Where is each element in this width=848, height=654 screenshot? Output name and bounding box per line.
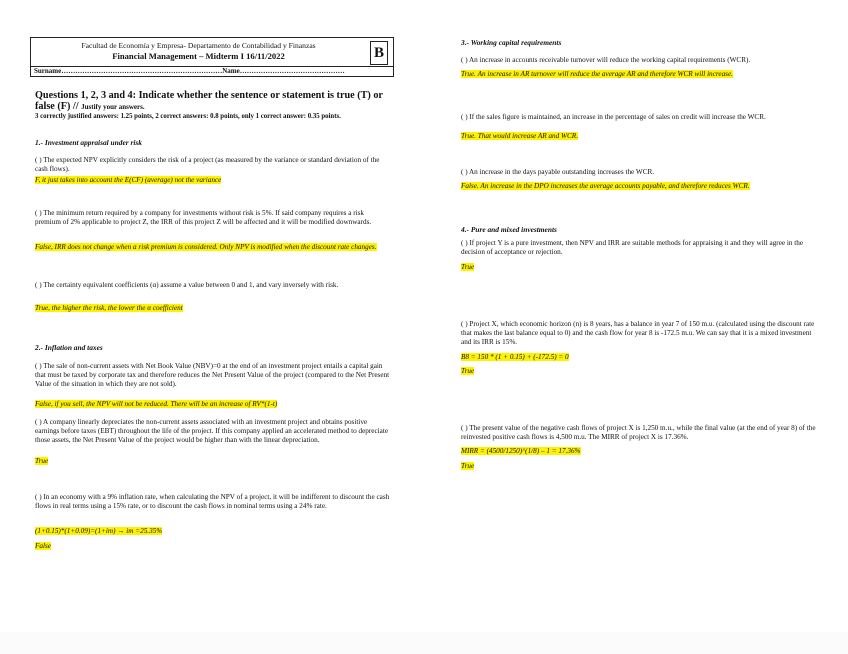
scoring-note: 3 correctly justified answers: 1.25 points, 2 correct answers: 0.8 points, only 1 correct answer: 0.35 points. [35, 113, 341, 120]
s1-question-1: ( ) The expected NPV explicitly considers the risk of a project (as measured by the variance or standard deviation of the cash flows). [35, 156, 380, 173]
surname-name-field: Surname……………………………………………………………Name……………………………………… [34, 67, 345, 75]
s4-question-2: ( ) Project X, which economic horizon (n) is 8 years, has a balance in year 7 of 150 m.u. (calculated using the discount rate that makes the last balance equal to 0) and the cash flow for year 8 is -172.5 m.u. We can say that it is a mixed investment and its IRR is 15%. [461, 320, 815, 346]
s3-answer-2: True. That would increase AR and WCR. [461, 132, 578, 140]
s3-answer-1: True. An increase in AR turnover will reduce the average AR and therefore WCR will increase. [461, 70, 733, 78]
section-2-title: 2.- Inflation and taxes [35, 343, 103, 352]
instructions-title-text: Questions 1, 2, 3 and 4: Indicate whether the sentence or statement is true (T) or false (F) // [35, 90, 383, 112]
s4-question-1: ( ) If project Y is a pure investment, then NPV and IRR are suitable methods for appraising it and they will agree in the decision of acceptance or rejection. [461, 239, 804, 256]
exam-title: Financial Management – Midterm I 16/11/2022 [112, 51, 285, 61]
s2-answer-3: False [35, 542, 51, 550]
s4-answer-3-formula: MIRR = (4500/1250)^(1/8) – 1 = 17.36% [461, 447, 581, 455]
section-4-title: 4.- Pure and mixed investments [461, 225, 557, 234]
s2-answer-3-formula: (1+0.15)*(1+0.09)=(1+im) → im =25.35% [35, 527, 163, 535]
s1-answer-2: False, IRR does not change when a risk premium is considered. Only NPV is modified when the discount rate changes. [35, 243, 377, 251]
instructions-justify: Justify your answers. [81, 103, 145, 111]
s1-answer-1: F, it just takes into account the E(CF) (average) not the variance [35, 176, 222, 184]
s1-question-3: ( ) The certainty equivalent coefficients (α) assume a value between 0 and 1, and vary inversely with risk. [35, 281, 339, 289]
section-1-title: 1.- Investment appraisal under risk [35, 138, 142, 147]
s2-answer-1: False, if you sell, the NPV will not be reduced. There will be an increase of RV*(1-t) [35, 400, 278, 408]
s4-answer-2: True [461, 367, 475, 375]
s4-question-3: ( ) The present value of the negative cash flows of project X is 1,250 m.u., while the final value (at the end of year 8) of the reinvested positive cash flows is 4,500 m.u. The MIRR of project X is 17.36%. [461, 424, 816, 441]
instructions-title [35, 90, 392, 113]
s4-answer-3: True [461, 462, 475, 470]
page-bottom-edge [0, 632, 848, 654]
exam-header-box [30, 37, 394, 77]
faculty-line: Facultad de Economía y Empresa- Departamento de Contabilidad y Finanzas [81, 41, 316, 50]
s2-question-2: ( ) A company linearly depreciates the non-current assets associated with an investment project and obtains positive earnings before taxes (EBT) throughout the life of the project. If this company applied an accelerated method to depreciate those assets, the Net Present Value of the project would be higher than with the linear depreciation. [35, 418, 389, 444]
s2-question-1: ( ) The sale of non-current assets with Net Book Value (NBV)=0 at the end of an investment project entails a capital gain that must be taxed by corporate tax and therefore reduces the Net Present Value of the project (compared to the Net Present Value of the situation in which they are not sold). [35, 362, 390, 388]
s3-question-1: ( ) An increase in accounts receivable turnover will reduce the working capital requirements (WCR). [461, 56, 751, 64]
s2-answer-2: True [35, 457, 49, 465]
section-3-title: 3.- Working capital requirements [461, 38, 562, 47]
s3-question-3: ( ) An increase in the days payable outstanding increases the WCR. [461, 168, 655, 176]
s3-answer-3: False. An increase in the DPO increases the average accounts payable, and therefore reduces WCR. [461, 182, 750, 190]
s4-answer-1: True [461, 263, 475, 271]
s2-question-3: ( ) In an economy with a 9% inflation rate, when calculating the NPV of a project, it will be indifferent to discount the cash flows in real terms using a 15% rate, or to discount the cash flows in nominal terms using a 24% rate. [35, 493, 390, 510]
s1-question-2: ( ) The minimum return required by a company for investments without risk is 5%. If said company requires a risk premium of 2% applicable to project Z, the IRR of this project Z will be affected and it will be modified downwards. [35, 209, 372, 226]
exam-version-badge: B [370, 41, 388, 65]
s3-question-2: ( ) If the sales figure is maintained, an increase in the percentage of sales on credit will increase the WCR. [461, 113, 766, 121]
s4-answer-2-formula: B8 = 150 * (1 + 0.15) + (-172.5) = 0 [461, 353, 569, 361]
s1-answer-3: True, the higher the risk, the lower the α coefficient [35, 304, 183, 312]
